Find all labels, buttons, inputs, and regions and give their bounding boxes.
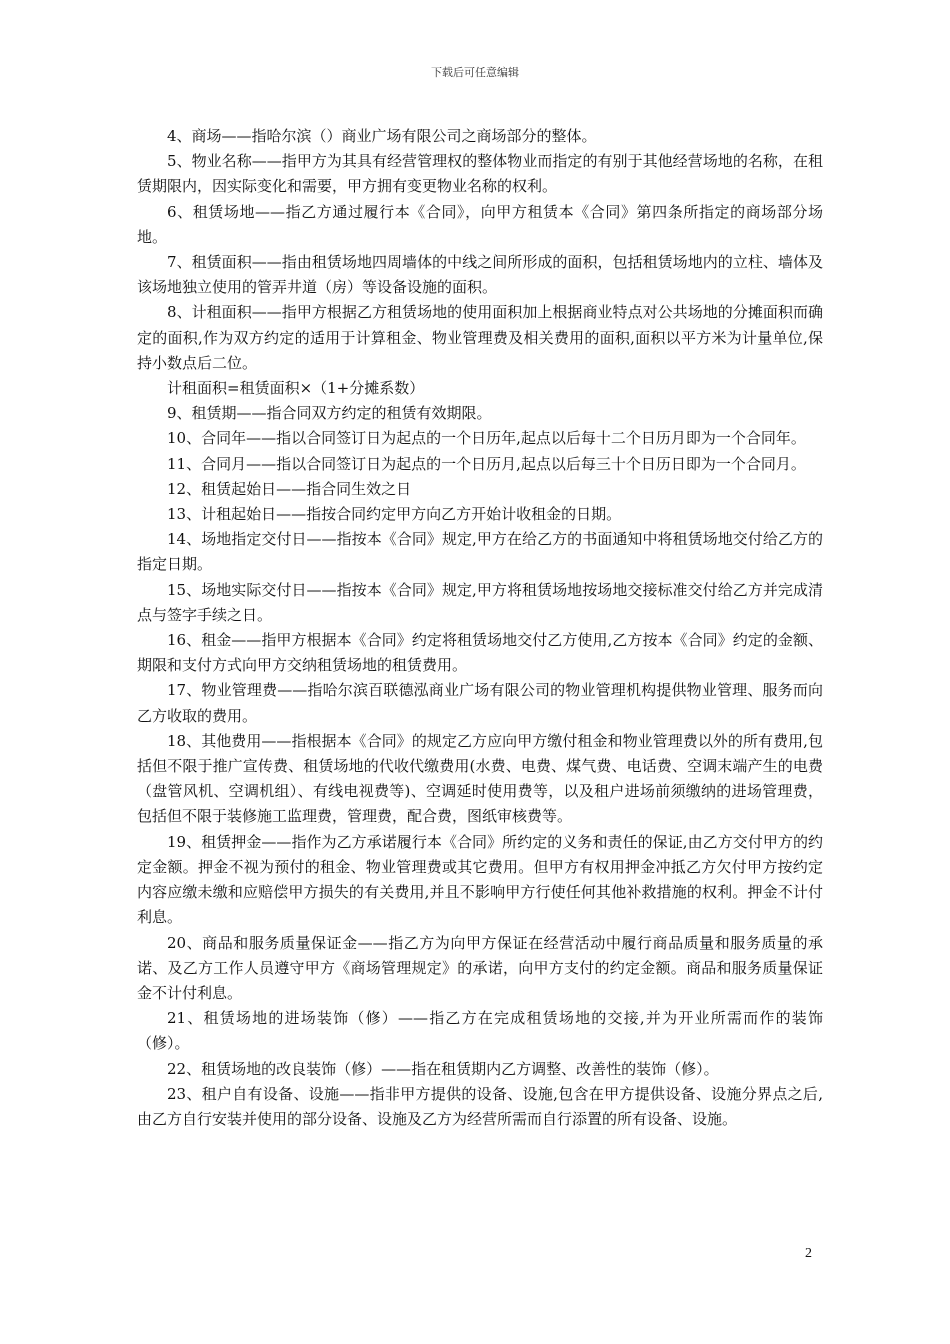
clause-21: 21、租赁场地的进场装饰（修）——指乙方在完成租赁场地的交接,并为开业所需而作的装饰（修）。 <box>137 1009 823 1053</box>
clause-18: 18、其他费用——指根据本《合同》的规定乙方应向甲方缴付租金和物业管理费以外的所有费用,包括但不限于推广宣传费、租赁场地的代收代缴费用(水费、电费、煤气费、电话费、空调末端产生的电费（盘管风机、空调机组）、有线电视费等)、空调延时使用费等，以及租户进场前须缴纳的进场管理费，包括但不限于装修施工监理费，管理费，配合费，图纸审核费等。 <box>137 731 823 826</box>
clause-11: 11、合同月——指以合同签订日为起点的一个日历月,起点以后每三十个日历日即为一个合同月。 <box>167 454 806 473</box>
clause-10: 10、合同年——指以合同签订日为起点的一个日历年,起点以后每十二个日历月即为一个合同年。 <box>167 429 806 448</box>
clause-12: 12、租赁起始日——指合同生效之日 <box>167 479 412 498</box>
clause-7: 7、租赁面积——指由租赁场地四周墙体的中线之间所形成的面积，包括租赁场地内的立柱、墙体及该场地独立使用的管弄井道（房）等设备设施的面积。 <box>137 253 823 297</box>
clause-5: 5、物业名称——指甲方为其具有经营管理权的整体物业而指定的有别于其他经营场地的名称，在租赁期限内，因实际变化和需要，甲方拥有变更物业名称的权利。 <box>137 152 823 196</box>
page-header: 下载后可任意编辑 <box>431 66 519 79</box>
formula-line: 计租面积=租赁面积×（1+分摊系数） <box>167 379 425 398</box>
document-body <box>137 124 823 1132</box>
clause-23: 23、租户自有设备、设施——指非甲方提供的设备、设施,包含在甲方提供设备、设施分界点之后,由乙方自行安装并使用的部分设备、设施及乙方为经营所需而自行添置的所有设备、设施。 <box>137 1084 823 1128</box>
clause-22: 22、租赁场地的改良装饰（修）——指在租赁期内乙方调整、改善性的装饰（修）。 <box>167 1059 719 1078</box>
clause-8: 8、计租面积——指甲方根据乙方租赁场地的使用面积加上根据商业特点对公共场地的分摊面积而确定的面积,作为双方约定的适用于计算租金、物业管理费及相关费用的面积,面积以平方米为计量单位,保持小数点后二位。 <box>137 303 823 372</box>
clause-20: 20、商品和服务质量保证金——指乙方为向甲方保证在经营活动中履行商品质量和服务质量的承诺、及乙方工作人员遵守甲方《商场管理规定》的承诺，向甲方支付的约定金额。商品和服务质量保证金不计付利息。 <box>137 933 823 1002</box>
clause-16: 16、租金——指甲方根据本《合同》约定将租赁场地交付乙方使用,乙方按本《合同》约定的金额、期限和支付方式向甲方交纳租赁场地的租赁费用。 <box>137 631 823 675</box>
clause-17: 17、物业管理费——指哈尔滨百联德泓商业广场有限公司的物业管理机构提供物业管理、服务而向乙方收取的费用。 <box>137 681 823 725</box>
clause-13: 13、计租起始日——指按合同约定甲方向乙方开始计收租金的日期。 <box>167 505 622 524</box>
clause-19: 19、租赁押金——指作为乙方承诺履行本《合同》所约定的义务和责任的保证,由乙方交付甲方的约定金额。押金不视为预付的租金、物业管理费或其它费用。但甲方有权用押金冲抵乙方欠付甲方按约定内容应缴未缴和应赔偿甲方损失的有关费用,并且不影响甲方行使任何其他补救措施的权利。押金不计付利息。 <box>137 832 823 927</box>
clause-9: 9、租赁期——指合同双方约定的租赁有效期限。 <box>167 404 492 423</box>
page-number: 2 <box>805 1246 812 1261</box>
clause-4: 4、商场——指哈尔滨（）商业广场有限公司之商场部分的整体。 <box>167 127 597 145</box>
clause-14: 14、场地指定交付日——指按本《合同》规定,甲方在给乙方的书面通知中将租赁场地交付给乙方的指定日期。 <box>137 530 823 574</box>
clause-15: 15、场地实际交付日——指按本《合同》规定,甲方将租赁场地按场地交接标准交付给乙方并完成清点与签字手续之日。 <box>137 580 823 624</box>
clause-6: 6、租赁场地——指乙方通过履行本《合同》，向甲方租赁本《合同》第四条所指定的商场部分场地。 <box>137 202 823 246</box>
